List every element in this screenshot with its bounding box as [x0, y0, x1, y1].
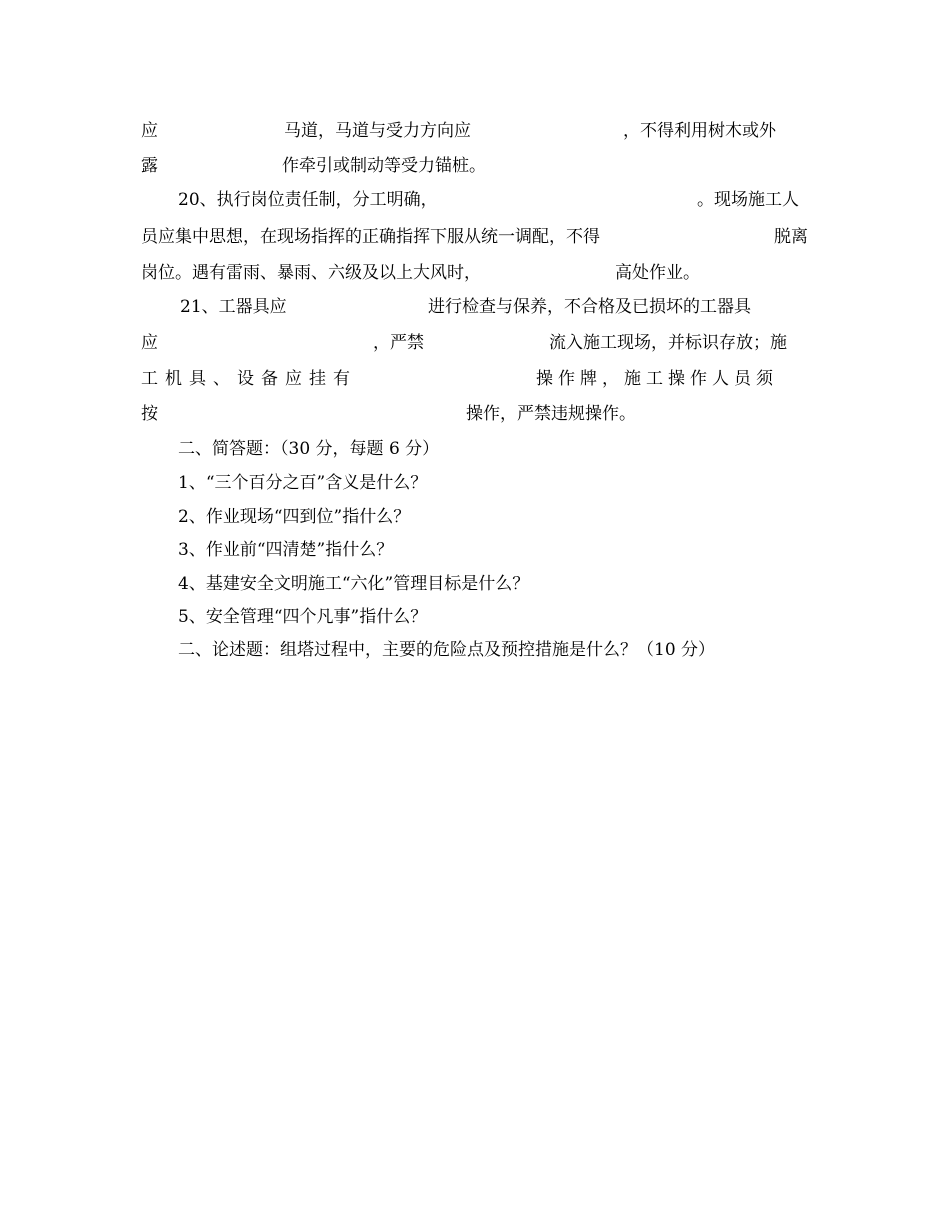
q20-line2-end: 脱离 [774, 227, 808, 247]
q19-line1-start: 应 [141, 121, 158, 141]
q21-line1-end: 进行检查与保养，不合格及已损坏的工器具 [428, 297, 751, 317]
short-question-5: 5、安全管理“四个凡事”指什么？ [178, 607, 428, 627]
q21-line2-start: 应 [141, 333, 158, 353]
q20-line2-start: 员应集中思想，在现场指挥的正确指挥下服从统一调配，不得 [141, 227, 600, 247]
q20-line3-start: 岗位。遇有雷雨、暴雨、六级及以上大风时， [141, 263, 481, 283]
q21-line3-end: 操作牌，施工操作人员须 [536, 369, 778, 389]
q19-line2-start: 露 [141, 156, 158, 176]
short-question-3: 3、作业前“四清楚”指什么？ [178, 540, 394, 560]
q21-line4-end: 操作，严禁违规操作。 [466, 404, 636, 424]
short-question-4: 4、基建安全文明施工“六化”管理目标是什么？ [178, 574, 530, 594]
short-answer-heading: 二、简答题：（30 分，每题 6 分） [178, 439, 440, 459]
q21-line2-mid: ，严禁 [373, 333, 424, 353]
q20-line3-end: 高处作业。 [615, 263, 700, 283]
essay-heading: 二、论述题：组塔过程中，主要的危险点及预控措施是什么？（10 分） [178, 640, 716, 660]
short-question-2: 2、作业现场“四到位”指什么？ [178, 507, 411, 527]
q19-line2-end: 作牵引或制动等受力锚桩。 [282, 156, 486, 176]
q21-line1-start: 21、工器具应 [180, 297, 287, 317]
q20-line1-end: 。现场施工人 [697, 190, 799, 210]
short-question-1: 1、“三个百分之百”含义是什么？ [178, 473, 428, 493]
q19-line1-mid: 马道，马道与受力方向应 [284, 121, 471, 141]
q21-line2-end: 流入施工现场，并标识存放；施 [549, 333, 787, 353]
q21-line4-start: 按 [141, 404, 158, 424]
q20-line1-start: 20、执行岗位责任制，分工明确， [178, 190, 438, 210]
q21-line3-start: 工机具、设备应挂有 [141, 369, 357, 389]
q19-line1-end: ，不得利用树木或外 [623, 121, 776, 141]
